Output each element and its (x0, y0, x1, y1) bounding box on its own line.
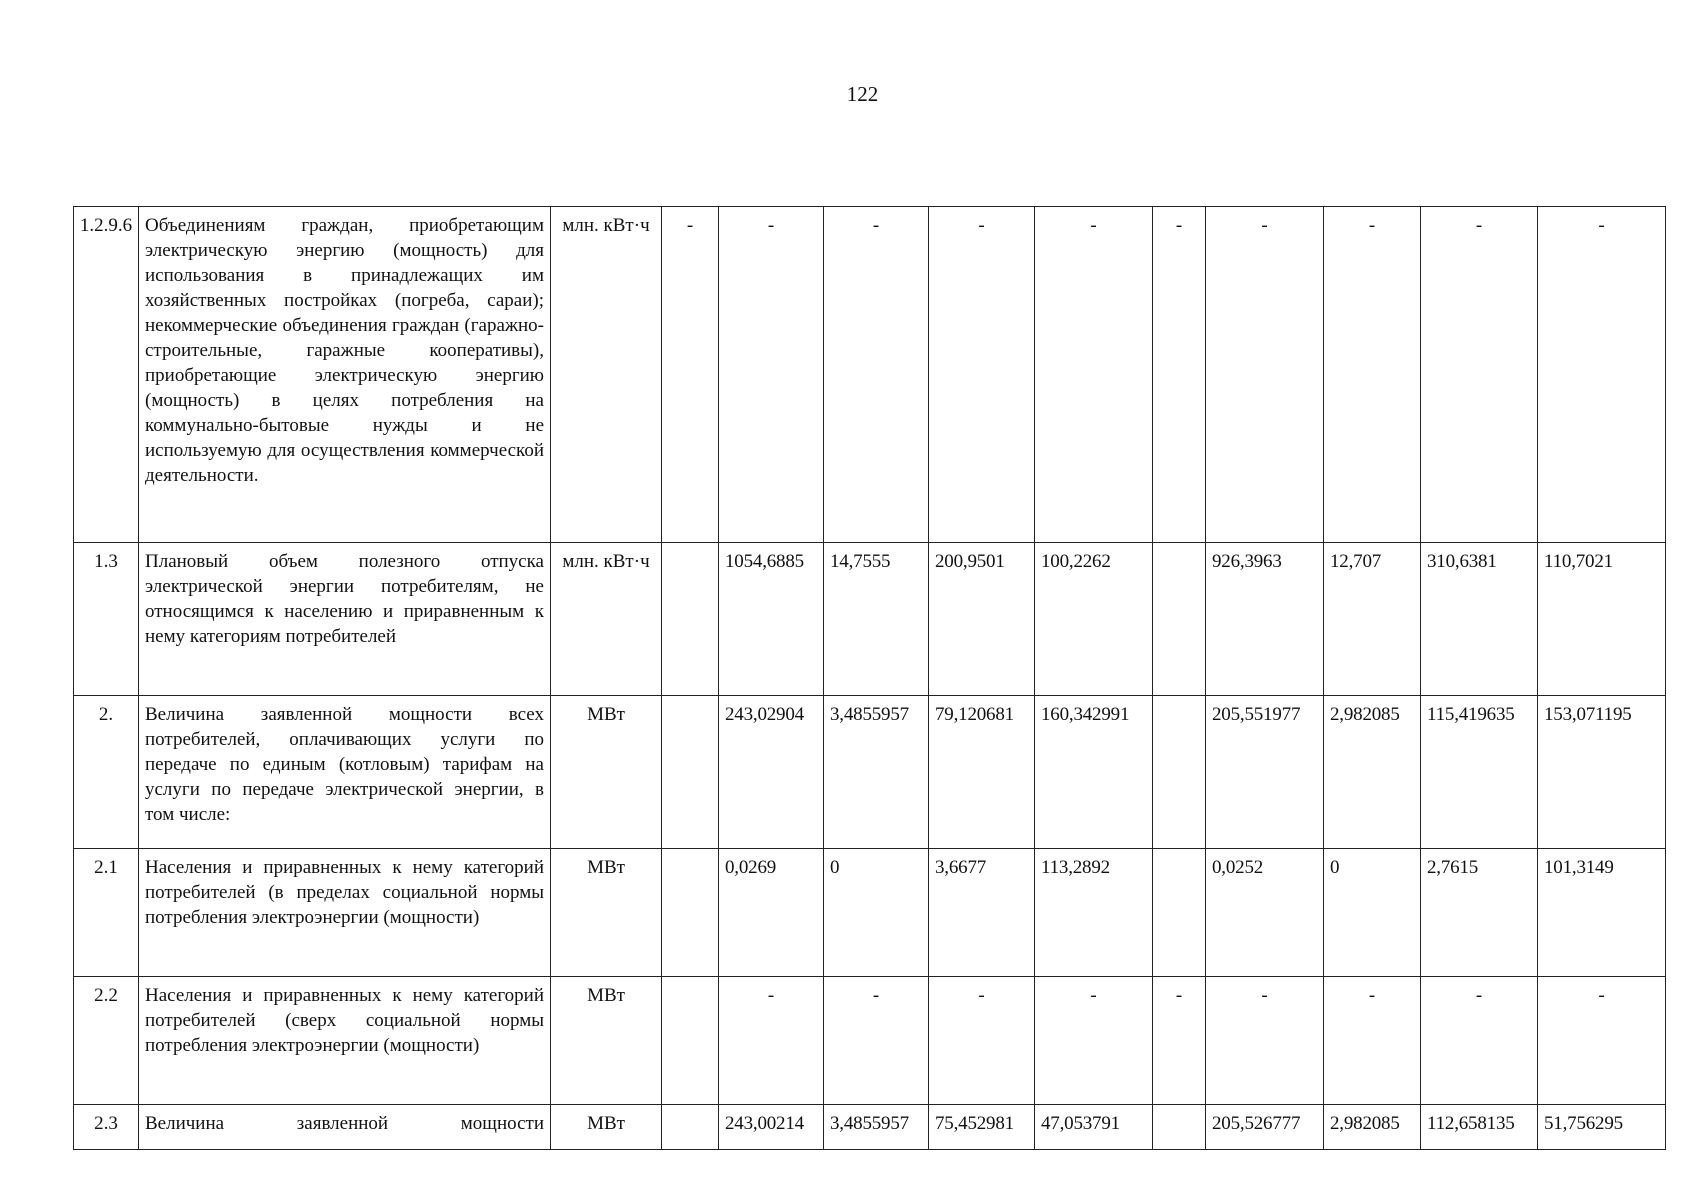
row-value: 0 (1324, 849, 1421, 977)
row-value: 310,6381 (1421, 543, 1538, 696)
row-description: Населения и приравненных к нему категорий потребителей (в пределах социальной нормы потребления электроэнергии (мощности) (139, 849, 551, 977)
row-value: - (1324, 207, 1421, 543)
row-value (662, 1105, 719, 1150)
row-description: Населения и приравненных к нему категорий потребителей (сверх социальной нормы потребления электроэнергии (мощности) (139, 977, 551, 1105)
row-value: 160,342991 (1035, 696, 1153, 849)
row-value: 115,419635 (1421, 696, 1538, 849)
row-value: 243,02904 (719, 696, 824, 849)
row-value: - (929, 977, 1035, 1105)
row-value (1153, 849, 1206, 977)
row-value: 2,982085 (1324, 696, 1421, 849)
row-value: 3,6677 (929, 849, 1035, 977)
table-row (74, 849, 1666, 977)
row-value: - (1206, 207, 1324, 543)
tariff-table (73, 206, 1666, 1150)
row-value (1153, 1105, 1206, 1150)
row-value: 200,9501 (929, 543, 1035, 696)
table-row (74, 977, 1666, 1105)
row-value: 0 (824, 849, 929, 977)
row-value: 243,00214 (719, 1105, 824, 1150)
row-value: - (824, 977, 929, 1105)
row-value: - (1421, 207, 1538, 543)
table-row (74, 1105, 1666, 1150)
row-description: Величина заявленной мощности всех потребителей, оплачивающих услуги по передаче по единым (котловым) тарифам на услуги по передаче электрической энергии, в том числе: (139, 696, 551, 849)
row-value: 12,707 (1324, 543, 1421, 696)
row-value: 0,0269 (719, 849, 824, 977)
row-value (662, 696, 719, 849)
row-unit: МВт (551, 696, 662, 849)
row-value: 112,658135 (1421, 1105, 1538, 1150)
row-value (662, 977, 719, 1105)
row-code: 2.2 (74, 977, 139, 1105)
row-value: 2,982085 (1324, 1105, 1421, 1150)
row-code: 2. (74, 696, 139, 849)
row-value: 75,452981 (929, 1105, 1035, 1150)
row-value: - (1538, 977, 1666, 1105)
row-value: 100,2262 (1035, 543, 1153, 696)
row-unit: МВт (551, 849, 662, 977)
row-value: - (719, 207, 824, 543)
row-value: - (662, 207, 719, 543)
row-value: 2,7615 (1421, 849, 1538, 977)
row-description: Величина заявленной мощности (139, 1105, 551, 1150)
row-value: - (824, 207, 929, 543)
row-value: - (1324, 977, 1421, 1105)
row-value: - (1153, 207, 1206, 543)
row-value: 14,7555 (824, 543, 929, 696)
row-value: - (1035, 977, 1153, 1105)
row-value: 110,7021 (1538, 543, 1666, 696)
row-value: - (719, 977, 824, 1105)
row-unit: млн. кВт·ч (551, 543, 662, 696)
row-unit: млн. кВт·ч (551, 207, 662, 543)
row-value: 153,071195 (1538, 696, 1666, 849)
table-row (74, 543, 1666, 696)
row-value (662, 849, 719, 977)
row-value: - (1153, 977, 1206, 1105)
row-value: - (929, 207, 1035, 543)
page-number: 122 (846, 82, 879, 106)
row-description: Плановый объем полезного отпуска электрической энергии потребителям, не относящимся к населению и приравненным к нему категориям потребителей (139, 543, 551, 696)
row-value: - (1538, 207, 1666, 543)
row-value (1153, 543, 1206, 696)
row-code: 2.1 (74, 849, 139, 977)
table-row (74, 207, 1666, 543)
row-value: 3,4855957 (824, 696, 929, 849)
row-value: - (1035, 207, 1153, 543)
row-unit: МВт (551, 1105, 662, 1150)
row-value: 205,551977 (1206, 696, 1324, 849)
row-value: 101,3149 (1538, 849, 1666, 977)
row-code: 1.3 (74, 543, 139, 696)
row-value: - (1421, 977, 1538, 1105)
row-value: 0,0252 (1206, 849, 1324, 977)
row-value: 205,526777 (1206, 1105, 1324, 1150)
row-value: 3,4855957 (824, 1105, 929, 1150)
row-code: 1.2.9.6 (74, 207, 139, 543)
row-value: 79,120681 (929, 696, 1035, 849)
table-row (74, 696, 1666, 849)
row-value: 47,053791 (1035, 1105, 1153, 1150)
row-code: 2.3 (74, 1105, 139, 1150)
row-description: Объединениям граждан, приобретающим электрическую энергию (мощность) для использования в принадлежащих им хозяйственных постройках (погреба, сараи); некоммерческие объединения граждан (гаражно-строительные, гаражные кооперативы), приобретающие электрическую энергию (мощность) в целях потребления на коммунально-бытовые нужды и не используемую для осуществления коммерческой деятельности. (139, 207, 551, 543)
row-value: 1054,6885 (719, 543, 824, 696)
row-value: 51,756295 (1538, 1105, 1666, 1150)
row-value (1153, 696, 1206, 849)
row-unit: МВт (551, 977, 662, 1105)
row-value: - (1206, 977, 1324, 1105)
row-value: 926,3963 (1206, 543, 1324, 696)
row-value: 113,2892 (1035, 849, 1153, 977)
row-value (662, 543, 719, 696)
